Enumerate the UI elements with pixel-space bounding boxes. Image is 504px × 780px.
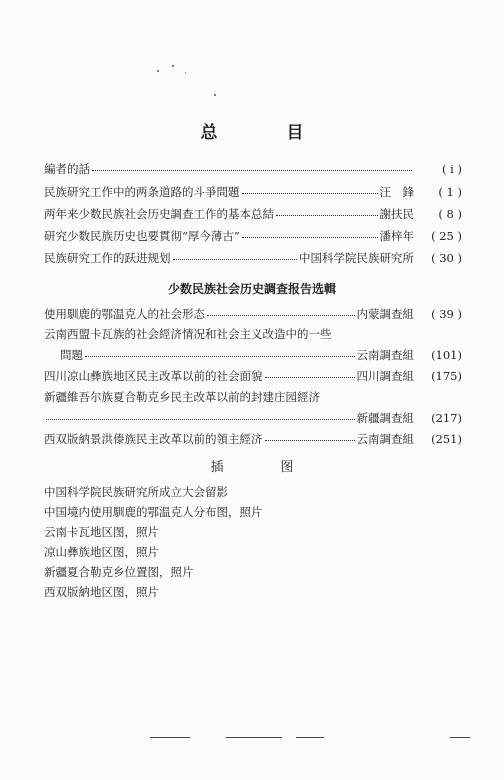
ink-speck	[157, 70, 159, 72]
plate-item[interactable]: 中国境内使用馴鹿的鄂温克人分布图，照片	[44, 505, 263, 519]
entry-author: 中国科学院民族研究所	[299, 251, 414, 265]
entry-title: 使用馴鹿的鄂温克人的社会形态	[44, 307, 205, 321]
entry-author: 内蒙調查組	[356, 307, 414, 321]
plate-item[interactable]: 中国科学院民族研究所成立大会留影	[44, 485, 228, 499]
ink-speck	[185, 72, 186, 73]
toc-entry[interactable]	[44, 306, 462, 324]
leader-dots	[85, 355, 355, 357]
entry-author: 汪 鋒	[379, 185, 414, 199]
entry-page: ( i )	[442, 162, 462, 176]
leader-dots	[173, 258, 298, 260]
toc-entry[interactable]	[44, 368, 462, 386]
entry-page: (175)	[431, 369, 462, 383]
toc-entry[interactable]	[60, 347, 462, 365]
entry-title: 民族研究工作中的两条道路的斗爭問題	[44, 185, 240, 199]
plate-item[interactable]: 西双版納地区图，照片	[44, 585, 159, 599]
leader-dots	[207, 314, 355, 316]
entry-author: 新疆調查組	[356, 411, 414, 425]
scan-mark	[226, 737, 282, 738]
entry-page: (251)	[431, 432, 462, 446]
entry-title: 問題	[60, 348, 83, 362]
plate-item[interactable]: 新疆夏合勒克乡位置图，照片	[44, 565, 194, 579]
entry-author: 云南調查組	[356, 432, 414, 446]
toc-entry[interactable]	[44, 161, 462, 179]
entry-page: ( 39 )	[431, 307, 462, 321]
plates-heading: 插 图	[210, 460, 316, 475]
leader-dots	[46, 418, 355, 420]
toc-entry[interactable]	[44, 431, 462, 449]
entry-title: 民族研究工作的跃进规划	[44, 251, 171, 265]
entry-author: 四川調查組	[356, 369, 414, 383]
leader-dots	[242, 236, 378, 238]
scan-mark	[450, 737, 470, 738]
entry-title: 編者的話	[44, 162, 90, 176]
entry-title-line[interactable]: 新疆維吾尔族夏合勒克乡民主改革以前的封建庄园經济	[44, 390, 320, 404]
entry-title: 西双版納景洪傣族民主改革以前的領主經济	[44, 432, 263, 446]
ink-speck	[214, 94, 216, 96]
entry-title-line[interactable]: 云南西盟卡瓦族的社会經济情况和社会主义改造中的一些	[44, 327, 332, 341]
plate-item[interactable]: 凉山彝族地区图，照片	[44, 545, 159, 559]
entry-author: 謝扶民	[379, 207, 414, 221]
page-title: 总 目	[200, 123, 330, 143]
entry-author: 云南調查組	[356, 348, 414, 362]
entry-page: (101)	[431, 348, 462, 362]
leader-dots	[92, 169, 412, 171]
toc-entry[interactable]	[44, 250, 462, 268]
leader-dots	[265, 439, 355, 441]
toc-entry[interactable]	[44, 410, 462, 428]
scan-mark	[296, 737, 324, 738]
section-heading: 少数民族社会历史調查报告选輯	[167, 282, 336, 296]
entry-page: ( 25 )	[431, 229, 462, 243]
entry-page: (217)	[431, 411, 462, 425]
entry-page: ( 8 )	[438, 207, 462, 221]
leader-dots	[276, 214, 378, 216]
entry-title: 两年来少数民族社会历史調查工作的基本总結	[44, 207, 274, 221]
ink-speck	[172, 65, 174, 67]
scan-mark	[150, 737, 190, 738]
entry-title: 研究少数民族历史也要貫彻“厚今薄古”	[44, 229, 240, 243]
leader-dots	[265, 376, 355, 378]
toc-entry[interactable]	[44, 228, 462, 246]
plate-item[interactable]: 云南卡瓦地区图，照片	[44, 525, 159, 539]
entry-title: 四川凉山彝族地区民主改革以前的社会面貌	[44, 369, 263, 383]
entry-page: ( 1 )	[438, 185, 462, 199]
leader-dots	[242, 192, 378, 194]
toc-entry[interactable]	[44, 184, 462, 202]
entry-page: ( 30 )	[431, 251, 462, 265]
toc-entry[interactable]	[44, 206, 462, 224]
entry-author: 潘梓年	[379, 229, 414, 243]
